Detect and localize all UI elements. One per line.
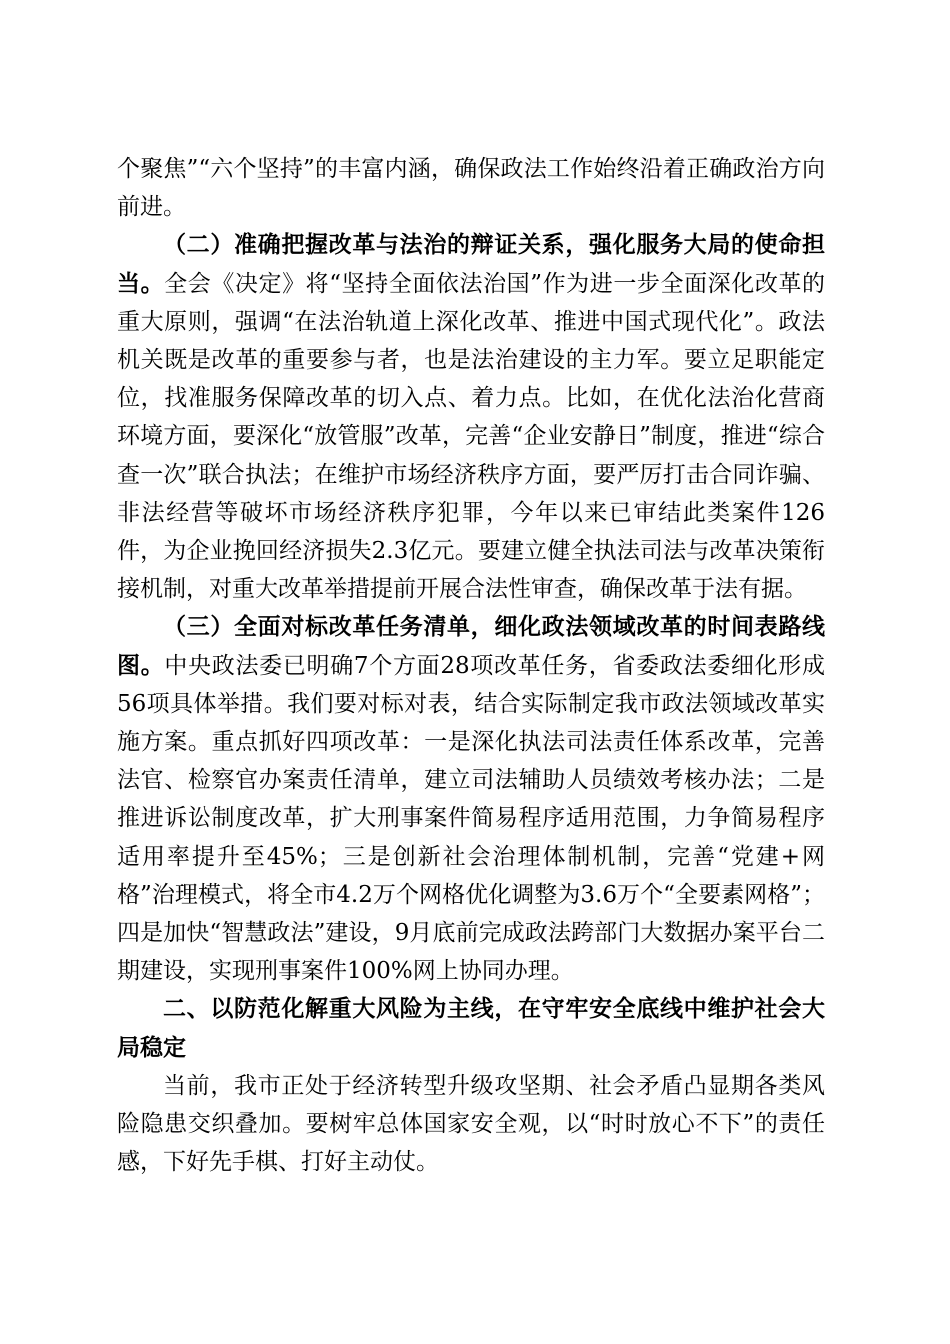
paragraph-text: 当前，我市正处于经济转型升级攻坚期、社会矛盾凸显期各类风险隐患交织叠加。要树牢总体国家安全观，以“时时放心不下”的责任感，下好先手棋、打好主动仗。 <box>117 1072 825 1176</box>
paragraph-body <box>117 1067 825 1182</box>
subsection-heading: （三）全面对标改革任务清单，细化政法领域改革的时间表路线图。 <box>117 613 825 679</box>
section-heading-text: 二、以防范化解重大风险为主线，在守牢安全底线中维护社会大局稳定 <box>117 995 825 1061</box>
paragraph-subsection-three <box>117 608 825 990</box>
paragraph-subsection-two <box>117 226 825 608</box>
paragraph-text: 个聚焦”“六个坚持”的丰富内涵，确保政法工作始终沿着正确政治方向前进。 <box>117 156 825 221</box>
subsection-heading: （二）准确把握改革与法治的辩证关系，强化服务大局的使命担当。 <box>117 231 825 297</box>
paragraph-text: 全会《决定》将“坚持全面依法治国”作为进一步全面深化改革的重大原则，强调“在法治轨道上深化改革、推进中国式现代化”。政法机关既是改革的重要参与者，也是法治建设的主力军。要立足职能定位，找准服务保障改革的切入点、着力点。比如，在优化法治化营商环境方面，要深化“放管服”改革，完善“企业安静日”制度，推进“综合查一次”联合执法；在维护市场经济秩序方面，要严厉打击合同诈骗、非法经营等破坏市场经济秩序犯罪，今年以来已审结此类案件126件，为企业挽回经济损失2.3亿元。要建立健全执法司法与改革决策衔接机制，对重大改革举措提前开展合法性审查，确保改革于法有据。 <box>117 270 825 603</box>
document-body <box>117 150 825 1181</box>
section-heading <box>117 990 825 1066</box>
paragraph-text: 中央政法委已明确7个方面28项改革任务，省委政法委细化形成56项具体举措。我们要对标对表，结合实际制定我市政法领域改革实施方案。重点抓好四项改革：一是深化执法司法责任体系改革，完善法官、检察官办案责任清单，建立司法辅助人员绩效考核办法；二是推进诉讼制度改革，扩大刑事案件简易程序适用范围，力争简易程序适用率提升至45%；三是创新社会治理体制机制，完善“党建+网格”治理模式，将全市4.2万个网格优化调整为3.6万个“全要素网格”；四是加快“智慧政法”建设，9月底前完成政法跨部门大数据办案平台二期建设，实现刑事案件100%网上协同办理。 <box>117 652 825 985</box>
paragraph-continuation <box>117 150 825 226</box>
